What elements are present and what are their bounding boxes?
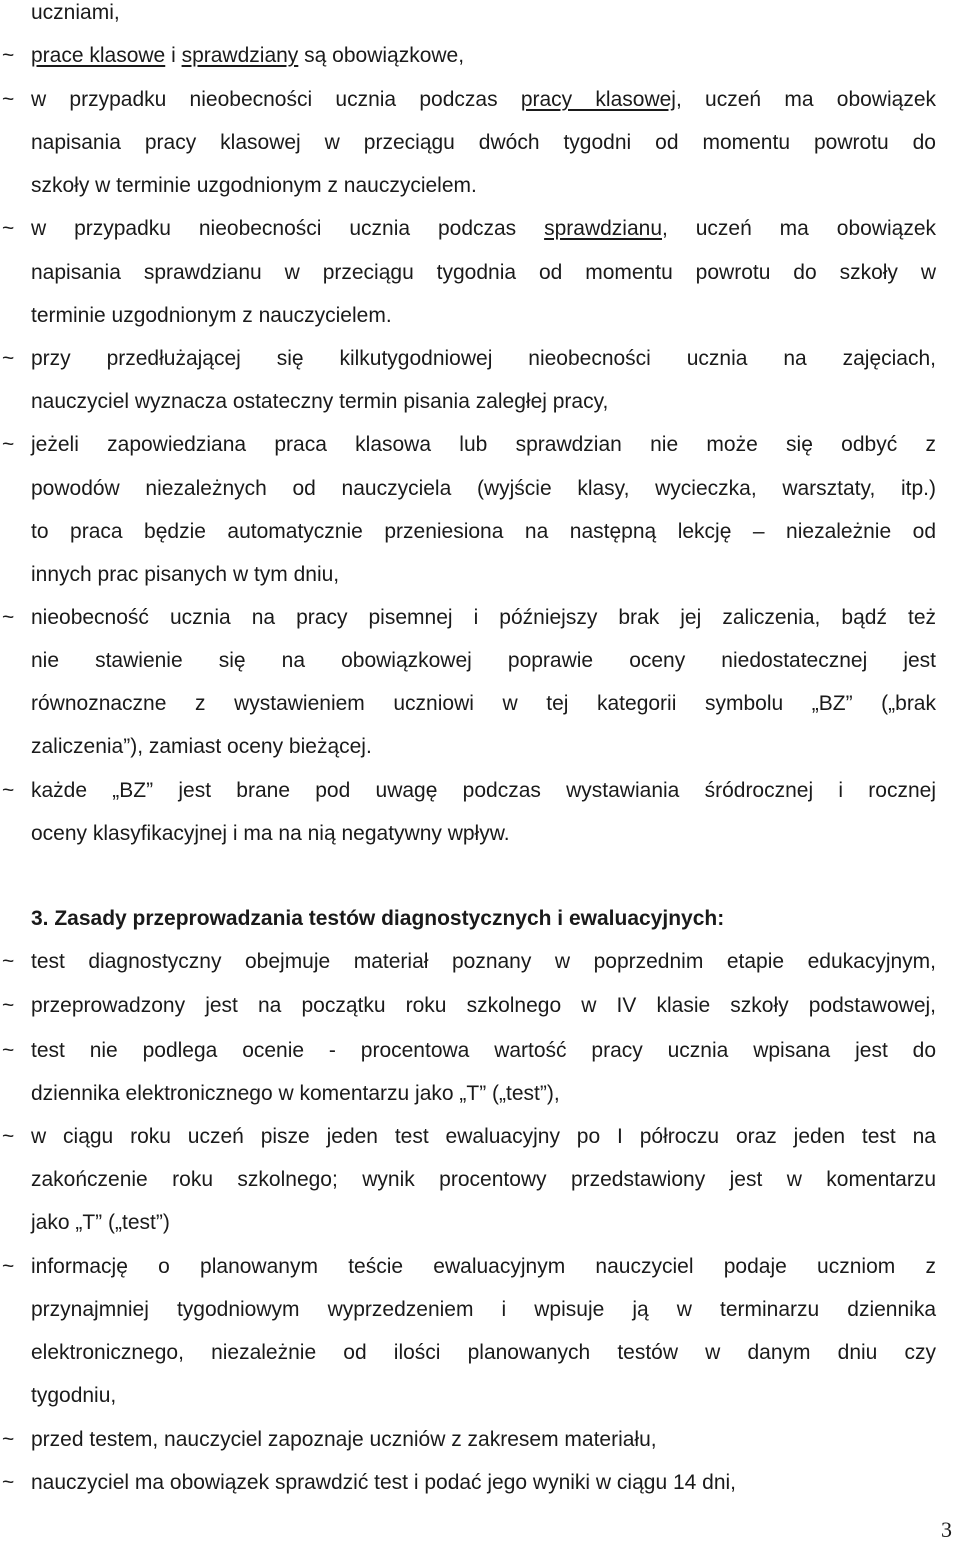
- text-line: nauczyciel wyznacza ostateczny termin pisania zaległej pracy,: [31, 390, 609, 413]
- bullet-icon: ~: [2, 1039, 15, 1062]
- bullet-icon: ~: [2, 950, 15, 973]
- page-number: 3: [941, 1517, 952, 1542]
- underlined-term: pracy klasowej: [520, 88, 676, 111]
- text-line: test diagnostyczny obejmuje materiał poznany w poprzednim etapie edukacyjnym,: [31, 950, 936, 973]
- underlined-term: prace klasowe: [31, 44, 166, 67]
- text-line: nie stawienie się na obowiązkowej poprawie oceny niedostatecznej jest: [31, 649, 936, 672]
- bullet-icon: ~: [2, 1125, 15, 1148]
- text-line: [31, 43, 936, 69]
- text-line: zaliczenia”), zamiast oceny bieżącej.: [31, 735, 372, 758]
- text-line: zakończenie roku szkolnego; wynik procentowy przedstawiony jest w komentarzu: [31, 1168, 936, 1191]
- text-fragment: w przypadku nieobecności ucznia podczas: [31, 88, 521, 111]
- text-line: informację o planowanym teście ewaluacyjnym nauczyciel podaje uczniom z: [31, 1255, 936, 1278]
- text-fragment: , uczeń ma obowiązek: [675, 88, 936, 111]
- text-line: to praca będzie automatycznie przeniesiona na następną lekcję – niezależnie od: [31, 520, 936, 543]
- bullet-icon: ~: [2, 1255, 15, 1278]
- bullet-icon: ~: [2, 88, 15, 111]
- text-fragment: są obowiązkowe,: [298, 44, 465, 67]
- text-line: powodów niezależnych od nauczyciela (wyjście klasy, wycieczka, warsztaty, itp.): [31, 477, 936, 500]
- text-line: równoznaczne z wystawieniem uczniowi w tej kategorii symbolu „BZ” („brak: [31, 692, 936, 715]
- text-fragment: i: [165, 44, 182, 67]
- text-line: przeprowadzony jest na początku roku szkolnego w IV klasie szkoły podstawowej,: [31, 994, 936, 1017]
- text-line: szkoły w terminie uzgodnionym z nauczycielem.: [31, 174, 477, 197]
- bullet-icon: ~: [2, 44, 15, 67]
- text-line: przy przedłużającej się kilkutygodniowej nieobecności ucznia na zajęciach,: [31, 347, 936, 370]
- text-line: [31, 87, 936, 113]
- section-heading: 3. Zasady przeprowadzania testów diagnostycznych i ewaluacyjnych:: [31, 907, 725, 930]
- text-line: w ciągu roku uczeń pisze jeden test ewaluacyjny po I półroczu oraz jeden test na: [31, 1125, 936, 1148]
- bullet-icon: ~: [2, 217, 15, 240]
- bullet-icon: ~: [2, 1428, 15, 1451]
- text-line: terminie uzgodnionym z nauczycielem.: [31, 304, 392, 327]
- text-line: nauczyciel ma obowiązek sprawdzić test i podać jego wyniki w ciągu 14 dni,: [31, 1471, 737, 1494]
- text-line: uczniami,: [31, 1, 120, 24]
- text-line: tygodniu,: [31, 1384, 117, 1407]
- text-line: oceny klasyfikacyjnej i ma na nią negatywny wpływ.: [31, 822, 510, 845]
- text-line: innych prac pisanych w tym dniu,: [31, 563, 340, 586]
- text-line: elektronicznego, niezależnie od ilości planowanych testów w danym dniu czy: [31, 1341, 936, 1364]
- bullet-icon: ~: [2, 433, 15, 456]
- text-line: napisania pracy klasowej w przeciągu dwóch tygodni od momentu powrotu do: [31, 131, 936, 154]
- text-fragment: , uczeń ma obowiązek: [662, 217, 936, 240]
- text-line: przynajmniej tygodniowym wyprzedzeniem i wpisuje ją w terminarzu dziennika: [31, 1298, 936, 1321]
- bullet-icon: ~: [2, 1471, 15, 1494]
- bullet-icon: ~: [2, 347, 15, 370]
- bullet-icon: ~: [2, 606, 15, 629]
- text-line: nieobecność ucznia na pracy pisemnej i późniejszy brak jej zaliczenia, bądź też: [31, 606, 936, 629]
- text-line: jako „T” („test”): [31, 1211, 170, 1234]
- text-line: dziennika elektronicznego w komentarzu jako „T” („test”),: [31, 1082, 560, 1105]
- bullet-icon: ~: [2, 994, 15, 1017]
- text-line: każde „BZ” jest brane pod uwagę podczas wystawiania śródrocznej i rocznej: [31, 779, 936, 802]
- text-fragment: w przypadku nieobecności ucznia podczas: [31, 217, 545, 240]
- text-line: przed testem, nauczyciel zapoznaje uczniów z zakresem materiału,: [31, 1428, 657, 1451]
- text-line: jeżeli zapowiedziana praca klasowa lub sprawdzian nie może się odbyć z: [31, 433, 936, 456]
- text-line: test nie podlega ocenie - procentowa wartość pracy ucznia wpisana jest do: [31, 1039, 936, 1062]
- text-line: [31, 216, 936, 242]
- underlined-term: sprawdzianu: [544, 217, 662, 240]
- underlined-term: sprawdziany: [181, 44, 299, 67]
- bullet-icon: ~: [2, 779, 15, 802]
- text-line: napisania sprawdzianu w przeciągu tygodnia od momentu powrotu do szkoły w: [31, 261, 936, 284]
